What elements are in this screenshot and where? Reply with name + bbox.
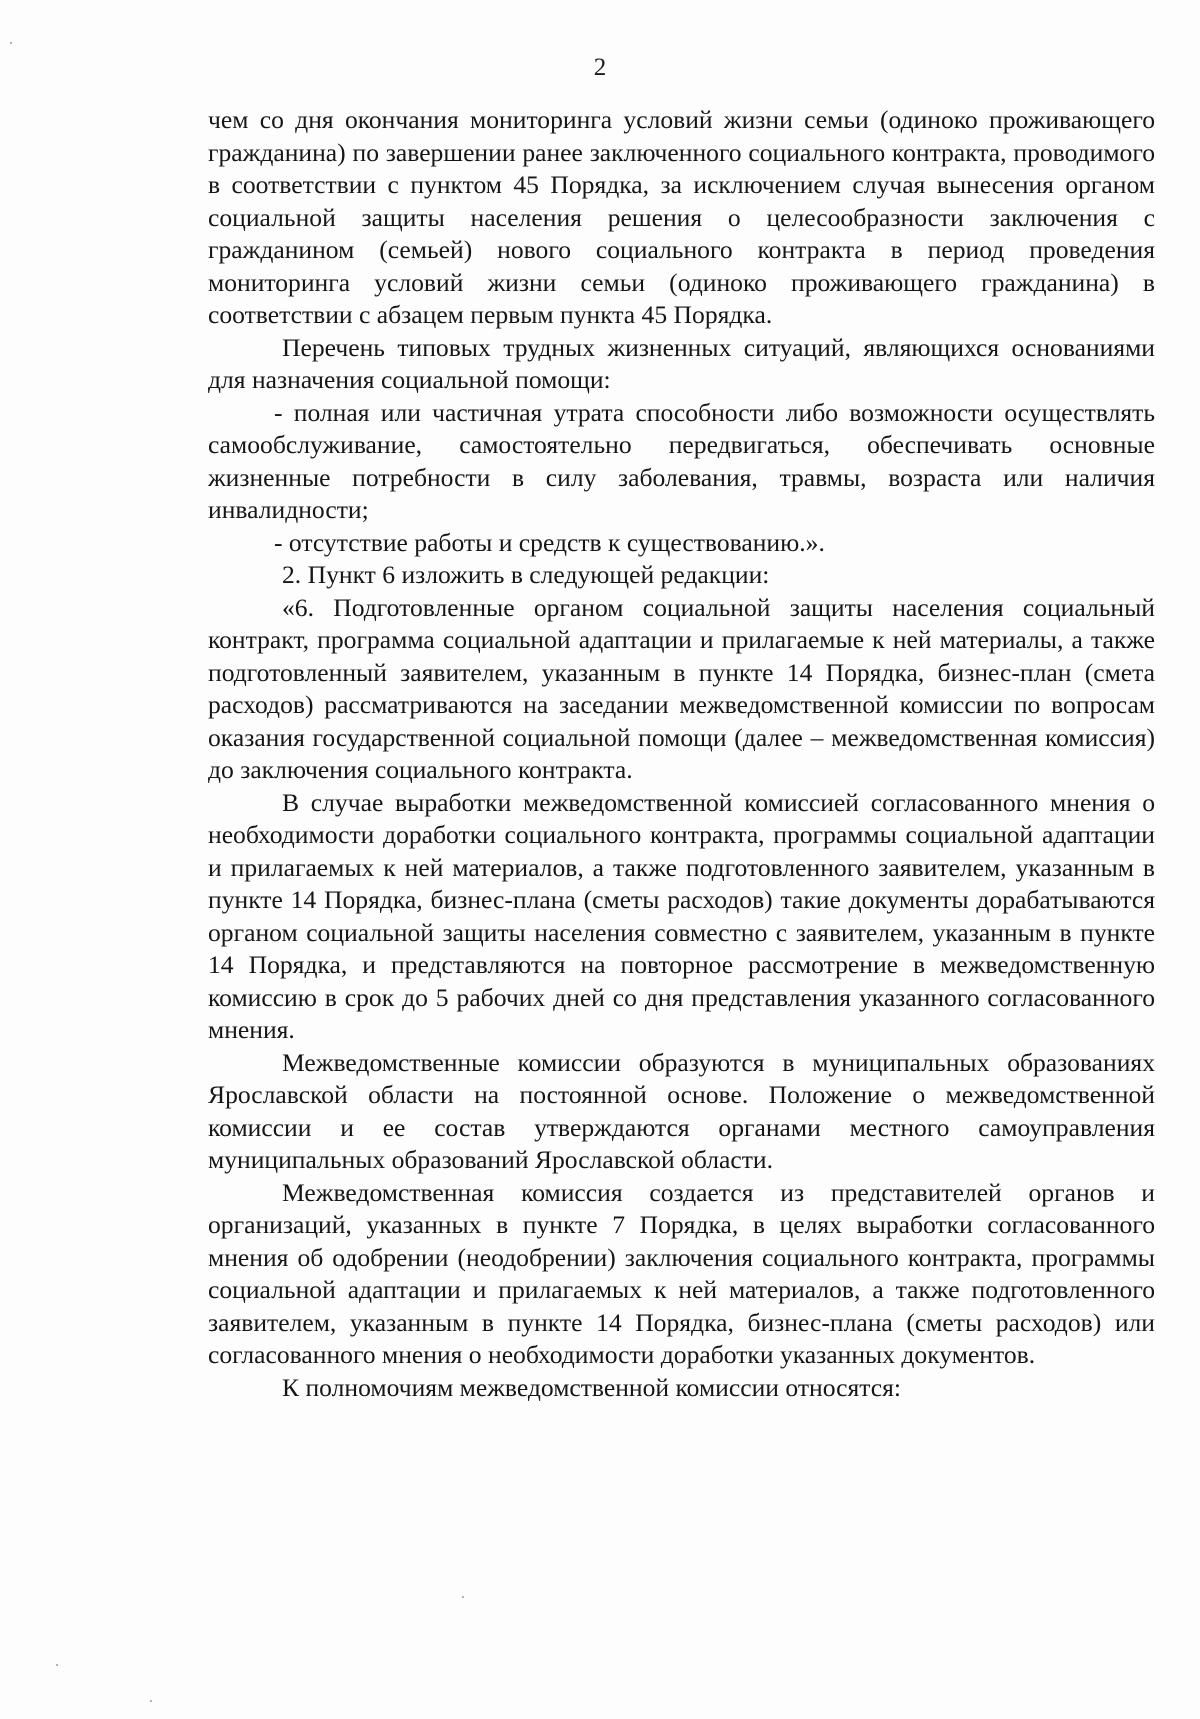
scan-speck bbox=[56, 1664, 58, 1666]
paragraph-commissions-formation: Межведомственные комиссии образуются в муниципальных образованиях Ярославской области на постоянной основе. Положение о межведомственной комиссии и ее состав утверждаются органами местного самоуправления муниципальных образований Ярославской области. bbox=[208, 1047, 1155, 1174]
document-body bbox=[208, 104, 1155, 1404]
scan-speck bbox=[462, 1596, 464, 1598]
paragraph-revision-case: В случае выработки межведомственной комиссией согласованного мнения о необходимости доработки социального контракта, программы социальной адаптации и прилагаемых к ней материалов, а также подготовленного заявителем, указанным в пункте 14 Порядка, бизнес-плана (сметы расходов) такие документы дорабатываются органом социальной защиты населения совместно с заявителем, указанным в пункте 14 Порядка, и представляются на повторное рассмотрение в межведомственную комиссию в срок до 5 рабочих дней со дня представления указанного согласованного мнения. bbox=[208, 787, 1155, 1044]
paragraph-commission-composition: Межведомственная комиссия создается из представителей органов и организаций, указанных в пункте 7 Порядка, в целях выработки согласованного мнения об одобрении (неодобрении) заключения социального контракта, программы социальной адаптации и прилагаемых к ней материалов, а также подготовленного заявителем, указанным в пункте 14 Порядка, бизнес-плана (сметы расходов) или согласованного мнения о необходимости доработки указанных документов. bbox=[208, 1177, 1155, 1369]
paragraph-item-6: «6. Подготовленные органом социальной защиты населения социальный контракт, программа социальной адаптации и прилагаемые к ней материалы, а также подготовленный заявителем, указанным в пункте 14 Порядка, бизнес-план (смета расходов) рассматриваются на заседании межведомственной комиссии по вопросам оказания государственной социальной помощи (далее – межведомственная комиссия) до заключения социального контракта. bbox=[208, 592, 1155, 784]
scan-speck bbox=[150, 1700, 152, 1702]
paragraph-commission-powers: К полномочиям межведомственной комиссии относятся: bbox=[282, 1372, 902, 1402]
list-item-disability: - полная или частичная утрата способности либо возможности осуществлять самообслуживание, самостоятельно передвигаться, обеспечивать основные жизненные потребности в силу заболевания, травмы, возраста или наличия инвалидности; bbox=[208, 397, 1155, 524]
paragraph-continuation: чем со дня окончания мониторинга условий жизни семьи (одиноко проживающего гражданина) по завершении ранее заключенного социального контракта, проводимого в соответствии с пунктом 45 Порядка, за исключением случая вынесения органом социальной защиты населения решения о целесообразности заключения с гражданином (семьей) нового социального контракта в период проведения мониторинга условий жизни семьи (одиноко проживающего гражданина) в соответствии с абзацем первым пункта 45 Порядка. bbox=[208, 105, 1155, 329]
page-number: 2 bbox=[593, 54, 607, 81]
paragraph-amendment-item-2: 2. Пункт 6 изложить в следующей редакции: bbox=[282, 560, 770, 589]
scan-speck bbox=[10, 42, 12, 44]
list-item-unemployment: - отсутствие работы и средств к существованию.». bbox=[274, 527, 825, 557]
paragraph-situations-list-intro: Перечень типовых трудных жизненных ситуаций, являющихся основаниями для назначения социальной помощи: bbox=[208, 332, 1155, 394]
